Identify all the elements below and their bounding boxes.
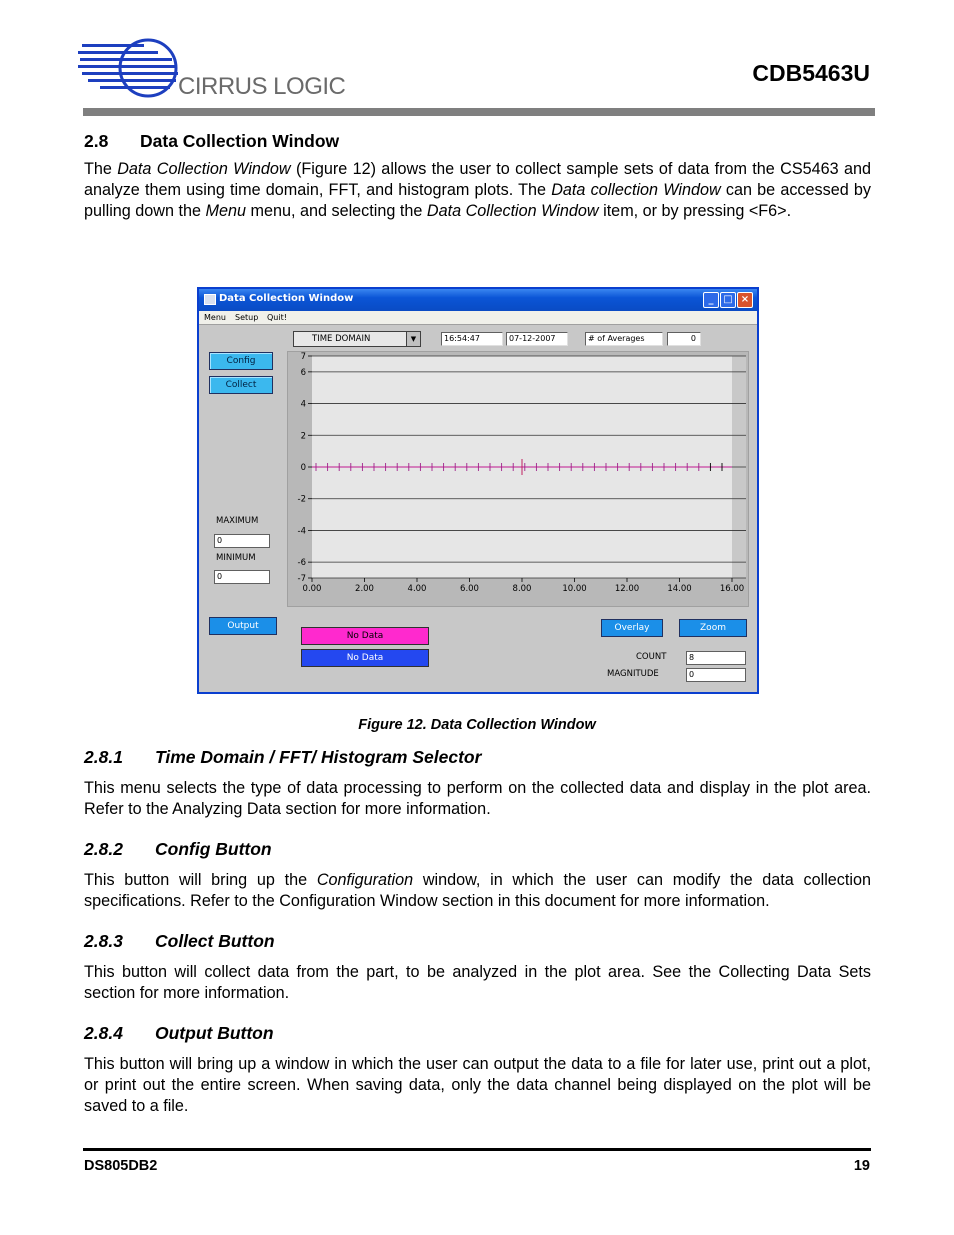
plot-area [287,351,749,607]
logo-text: CIRRUS LOGIC [178,73,346,100]
maximum-field[interactable]: 0 [214,534,270,548]
zoom-button[interactable]: Zoom [679,619,747,637]
subsection-heading-4: 2.8.4 Output Button [84,1023,274,1043]
minimum-label: MINIMUM [216,553,256,563]
config-button[interactable]: Config [209,352,273,370]
x-tick-label: 0.00 [302,584,322,594]
subsection-heading-2: 2.8.2 Config Button [84,839,272,859]
y-tick-label: 4 [300,399,306,410]
count-field[interactable]: 8 [686,651,746,665]
y-tick-label: -2 [297,494,306,505]
page-number: 19 [853,1158,870,1174]
x-tick-label: 14.00 [667,584,692,594]
subsection-text-4: This button will bring up a window in which the user can output the data to a file for later use, print out a plot, or print out the entire screen. When saving data, only the data channel being displayed on the plot will be saved to a file. [84,1055,871,1115]
window-title: Data Collection Window [219,293,354,304]
subsection-text-2: This button will bring up the Configuration window, in which the user can modify the data collection specifications. Refer to the Configuration Window section in this document for more information. [84,871,871,910]
dropdown-arrow-icon[interactable]: ▼ [406,332,420,346]
x-tick-label: 6.00 [460,584,479,594]
figure-caption: Figure 12. Data Collection Window [358,717,596,733]
x-tick-label: 4.00 [407,584,427,594]
subsection-text-1: This menu selects the type of data processing to perform on the collected data and display in the plot area. Refer to the Analyzing Data section for more information. [84,779,871,818]
count-label: COUNT [636,652,667,662]
header-rule [83,108,875,116]
close-button[interactable]: × [737,292,753,308]
y-tick-label: -6 [297,558,306,569]
x-tick-label: 12.00 [614,584,640,594]
averages-field[interactable]: 0 [667,332,701,346]
window-titlebar [199,289,757,311]
magnitude-label: MAGNITUDE [607,669,659,679]
x-tick-label: 2.00 [355,584,374,594]
output-button[interactable]: Output [209,617,277,635]
y-tick-label: 7 [300,352,306,362]
maximize-button[interactable]: □ [720,292,736,308]
legend-channel-1[interactable]: No Data [301,627,429,645]
window-client-area [199,325,757,692]
maximum-label: MAXIMUM [216,516,259,526]
y-tick-label: 6 [300,367,306,378]
y-tick-label: 0 [300,463,306,473]
time-domain-plot [288,352,750,608]
menu-setup[interactable]: Setup [235,313,259,322]
y-tick-label: 2 [300,431,306,442]
menu-quit[interactable]: Quit! [267,313,287,322]
app-icon [204,294,216,305]
footer-doc-number: DS805DB2 [84,1158,158,1174]
menu-menu[interactable]: Menu [204,313,226,322]
section-number: 2.8 [84,131,109,151]
y-tick-label: -4 [297,526,306,537]
date-field: 07-12-2007 [506,332,568,346]
menubar [199,311,757,325]
section-title: Data Collection Window [140,131,340,151]
data-collection-window [197,287,759,694]
legend-channel-2[interactable]: No Data [301,649,429,667]
overlay-button[interactable]: Overlay [601,619,663,637]
magnitude-field[interactable]: 0 [686,668,746,682]
footer-rule [83,1148,871,1151]
plot-mode-select[interactable] [293,331,421,347]
subsection-heading-1: 2.8.1 Time Domain / FFT/ Histogram Selector [84,747,482,767]
x-tick-label: 10.00 [562,584,587,594]
section-heading [84,131,339,152]
plot-mode-value: TIME DOMAIN [312,334,371,344]
time-field: 16:54:47 [441,332,503,346]
subsection-text-3: This button will collect data from the part, to be analyzed in the plot area. See the Collecting Data Sets section for more information. [84,963,871,1002]
x-tick-label: 8.00 [512,584,532,594]
y-tick-label: -7 [297,574,306,584]
collect-button[interactable]: Collect [209,376,273,394]
averages-label: # of Averages [585,332,663,346]
minimize-button[interactable]: _ [703,292,719,308]
x-tick-label: 16.00 [719,584,745,594]
intro-paragraph: The Data Collection Window (Figure 12) allows the user to collect sample sets of data from the CS5463 and analyze them using time domain, FFT, and histogram plots. The Data collection Window can be accessed by pulling down the Menu menu, and selecting the Data Collection Window item, or by pressing <F6>. [84,160,871,220]
document-title: CDB5463U [752,60,870,86]
minimum-field[interactable]: 0 [214,570,270,584]
cirrus-logic-logo [78,38,358,100]
subsection-heading-3: 2.8.3 Collect Button [84,931,275,951]
